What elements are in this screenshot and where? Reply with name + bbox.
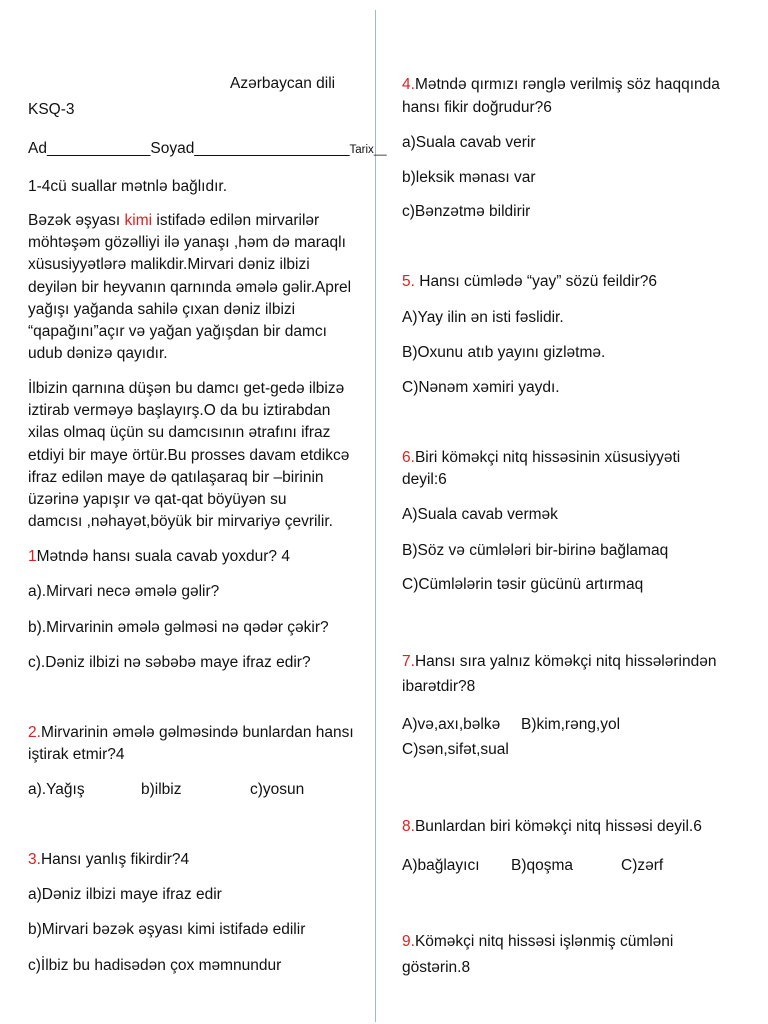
- question-number: 4.: [402, 76, 415, 93]
- passage-text: Bəzək əşyası: [28, 212, 125, 229]
- question-text: Hansı sıra yalnız köməkçi nitq hissələrindən: [414, 653, 717, 670]
- question-number: 8.: [402, 818, 415, 835]
- question-text: Biri köməkçi nitq hissəsinin xüsusiyyəti: [414, 449, 681, 466]
- q7-option-c: C)sən,sifət,sual: [402, 741, 509, 758]
- q8-option-b: B)qoşma: [511, 857, 574, 874]
- q6-option-b: B)Söz və cümlələri bir-birinə bağlamaq: [402, 542, 669, 559]
- q7-option-b: B)kim,rəng,yol: [521, 716, 621, 733]
- column-divider: [375, 10, 376, 1022]
- q1-option-c: c).Dəniz ilbizi nə səbəbə maye ifraz edir?: [28, 654, 311, 671]
- q5-option-b: B)Oxunu atıb yayını gizlətmə.: [402, 344, 606, 361]
- question-text: Mirvarinin əmələ gəlməsində bunlardan hansı: [40, 724, 354, 741]
- question-7: [402, 651, 716, 673]
- passage-paragraph-1: [28, 210, 373, 365]
- q5-option-a: A)Yay ilin ən isti fəslidir.: [402, 309, 564, 326]
- q3-option-c: c)İlbiz bu hadisədən çox məmnundur: [28, 957, 282, 974]
- q2-option-b: b)ilbiz: [141, 781, 182, 798]
- question-4: [402, 74, 720, 96]
- question-number: 6.: [402, 449, 415, 466]
- q3-option-a: a)Dəniz ilbizi maye ifraz edir: [28, 886, 222, 903]
- question-text: Mətndə hansı suala cavab yoxdur? 4: [36, 548, 290, 565]
- question-9: [402, 931, 673, 953]
- question-4-line-2: hansı fikir doğrudur?6: [402, 99, 552, 116]
- q6-option-c: C)Cümlələrin təsir gücünü artırmaq: [402, 576, 644, 593]
- name-line-text: Ad____________Soyad__________________: [28, 140, 350, 157]
- question-number: 9.: [402, 933, 415, 950]
- question-9-line-2: göstərin.8: [402, 959, 471, 976]
- question-6: [402, 447, 680, 469]
- q2-option-a: a).Yağış: [28, 781, 85, 798]
- q1-option-a: a).Mirvari necə əmələ gəlir?: [28, 583, 220, 600]
- question-1: [28, 546, 290, 568]
- highlighted-word: kimi: [124, 212, 153, 229]
- question-number: 5.: [402, 273, 415, 290]
- question-3: [28, 849, 189, 871]
- q5-option-c: C)Nənəm xəmiri yaydı.: [402, 379, 560, 396]
- q8-option-c: C)zərf: [621, 857, 664, 874]
- question-number: 7.: [402, 653, 415, 670]
- question-text: Bunlardan biri köməkçi nitq hissəsi deyil.6: [414, 818, 702, 835]
- question-text: Mətndə qırmızı rənglə verilmiş söz haqqında: [414, 76, 720, 93]
- question-8: [402, 816, 702, 838]
- date-line-text: Tarix__: [349, 144, 387, 156]
- question-6-line-2: deyil:6: [402, 471, 447, 488]
- q3-option-b: b)Mirvari bəzək əşyası kimi istifadə edilir: [28, 921, 306, 938]
- question-2-line-2: iştirak etmir?4: [28, 746, 125, 763]
- question-number: 2.: [28, 724, 41, 741]
- test-code: KSQ-3: [28, 101, 75, 118]
- question-text: Hansı yanlış fikirdir?4: [40, 851, 190, 868]
- q1-option-b: b).Mirvarinin əmələ gəlməsi nə qədər çəkir?: [28, 619, 329, 636]
- question-text: Köməkçi nitq hissəsi işlənmiş cümləni: [414, 933, 674, 950]
- passage-text: istifadə edilən mirvarilər möhtəşəm gözəlliyi ilə yanaşı ,həm də maraqlı xüsusiyyətlərə malikdir.Mirvari dəniz ilbizi deyilən bir heyvanın qarnında əmələ gəlir.Aprel yağışı yağanda sahilə çıxan dəniz ilbizi “qapağını”açır və yağan yağışdan bir damcı udub dənizə qayıdır.: [28, 212, 352, 363]
- question-number: 3.: [28, 851, 41, 868]
- subject-title: Azərbaycan dili: [230, 75, 336, 92]
- question-5: [402, 271, 657, 293]
- question-number: 1: [28, 548, 37, 565]
- q6-option-a: A)Suala cavab vermək: [402, 506, 558, 523]
- question-text: Hansı cümlədə “yay” sözü feildir?6: [414, 273, 658, 290]
- q8-option-a: A)bağlayıcı: [402, 857, 480, 874]
- intro-text: 1-4cü suallar mətnlə bağlıdır.: [28, 178, 228, 195]
- q4-option-c: c)Bənzətmə bildirir: [402, 203, 531, 220]
- passage-paragraph-2: İlbizin qarnına düşən bu damcı get-gedə ilbizə iztirab verməyə başlayırş.O da bu iztirabdan xilas olmaq üçün su damcısının ətrafını ifraz etdiyi bir maye örtür.Bu prosses davam etdikcə ifraz edilən maye də qatılaşaraq bir –birinin üzərinə yapışır və qat-qat böyüyən su damcısı ,nəhayət,böyük bir mirvariyə çevrilir.: [28, 380, 350, 531]
- question-7-line-2: ibarətdir?8: [402, 678, 476, 695]
- q2-option-c: c)yosun: [250, 781, 305, 798]
- name-surname-line: [28, 138, 387, 161]
- q4-option-b: b)leksik mənası var: [402, 169, 536, 186]
- q7-option-a: A)və,axı,bəlkə: [402, 716, 501, 733]
- question-2: [28, 722, 354, 744]
- q4-option-a: a)Suala cavab verir: [402, 134, 536, 151]
